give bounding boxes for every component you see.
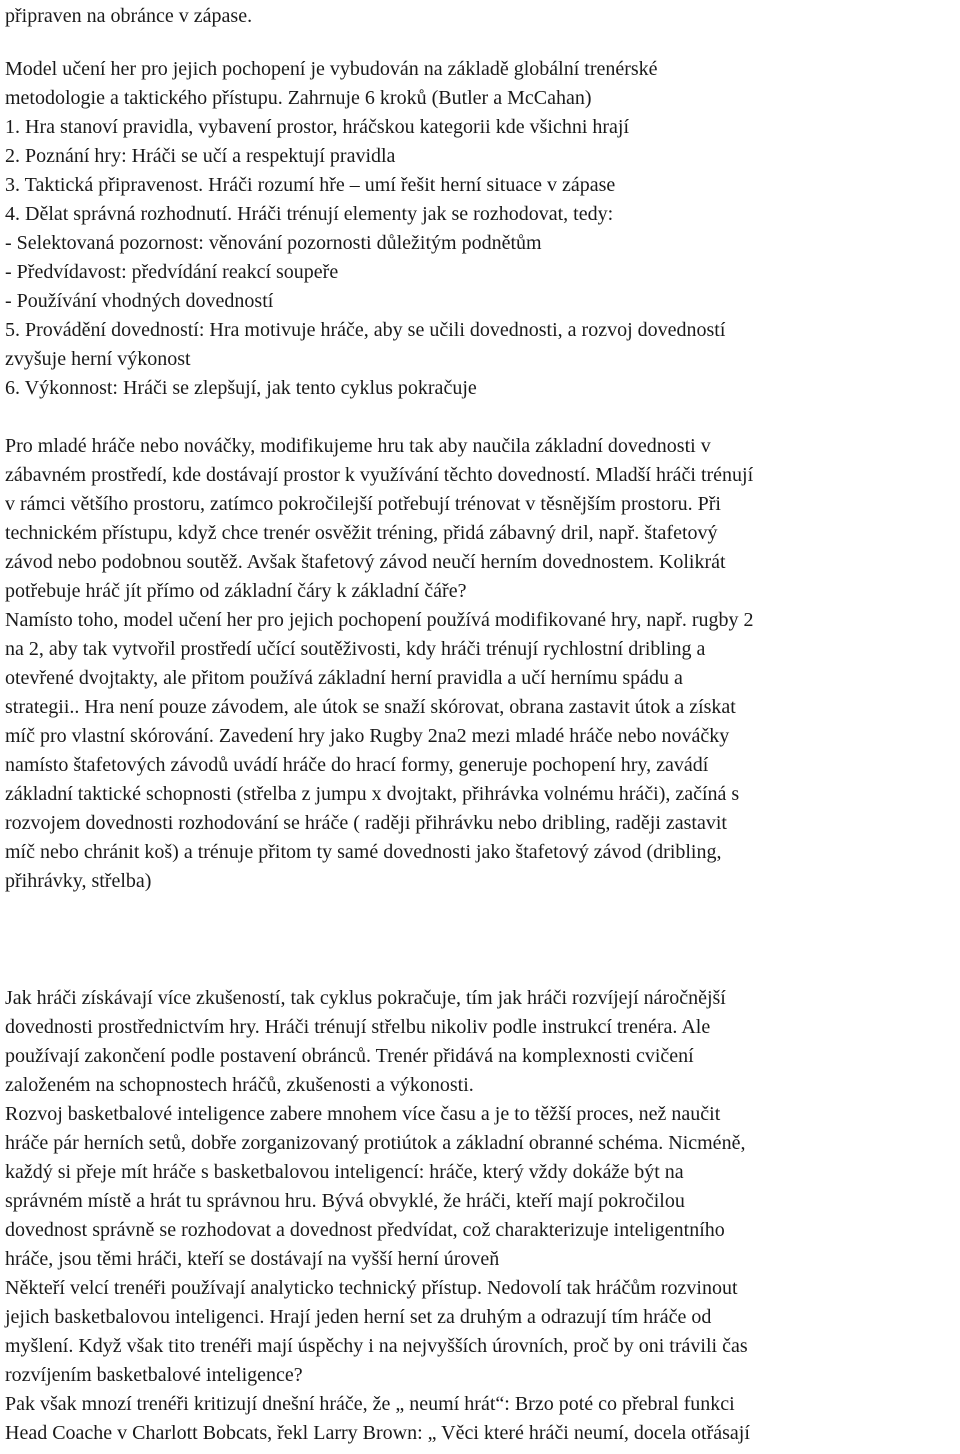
text-line: Rozvoj basketbalové inteligence zabere mnohem více času a je to těžší proces, než naučit <box>5 1103 721 1125</box>
text-line: správném místě a hrát tu správnou hru. Bývá obvyklé, že hráči, kteří mají pokročilou <box>5 1190 685 1212</box>
text-line: jejich basketbalovou inteligenci. Hrají jeden herní set za druhým a odrazují tím hráče od <box>5 1306 712 1328</box>
text-line: rozvojem dovednosti rozhodování se hráče ( raději přihrávku nebo dribling, raději zastavit <box>5 812 727 834</box>
text-line: Pro mladé hráče nebo nováčky, modifikujeme hru tak aby naučila základní dovednosti v <box>5 435 711 457</box>
text-line: Jak hráči získávají více zkušeností, tak cyklus pokračuje, tím jak hráči rozvíjejí náročnější <box>5 987 726 1009</box>
text-line: zvyšuje herní výkonost <box>5 348 191 370</box>
text-line: rozvíjením basketbalové inteligence? <box>5 1364 303 1386</box>
text-line: základní taktické schopnosti (střelba z jumpu x dvojtakt, přihrávka volnému hráči), začíná s <box>5 783 740 805</box>
text-line: přihrávky, střelba) <box>5 870 152 892</box>
text-line: závod nebo podobnou soutěž. Avšak štafetový závod neučí herním dovednostem. Kolikrát <box>5 551 726 573</box>
text-line: namísto štafetových závodů uvádí hráče do hrací formy, generuje pochopení hry, zavádí <box>5 754 709 776</box>
list-item: 3. Taktická připravenost. Hráči rozumí hře – umí řešit herní situace v zápase <box>5 174 616 196</box>
text-line: Head Coache v Charlott Bobcats, řekl Larry Brown: „ Věci které hráči neumí, docela otřásají <box>5 1422 750 1444</box>
text-line: zábavném prostředí, kde dostávají prostor k využívání těchto dovedností. Mladší hráči trénují <box>5 464 754 486</box>
list-item: - Předvídavost: předvídání reakcí soupeře <box>5 261 339 283</box>
list-item: 2. Poznání hry: Hráči se učí a respektují pravidla <box>5 145 396 167</box>
text-line: založeném na schopnostech hráčů, zkušenosti a výkonosti. <box>5 1074 474 1096</box>
text-line: míč pro vlastní skórování. Zavedení hry jako Rugby 2na2 mezi mladé hráče nebo nováčky <box>5 725 730 747</box>
text-line: používají zakončení podle postavení obránců. Trenér přidává na komplexnosti cvičení <box>5 1045 694 1067</box>
list-item: 1. Hra stanoví pravidla, vybavení prostor, hráčskou kategorii kde všichni hrají <box>5 116 630 138</box>
text-line: otevřené dvojtakty, ale přitom používá základní herní pravidla a učí hernímu spádu a <box>5 667 683 689</box>
text-line: myšlení. Když však tito trenéři mají úspěchy i na nejvyšších úrovních, proč by oni trávili čas <box>5 1335 748 1357</box>
text-line: každý si přeje mít hráče s basketbalovou inteligencí: hráče, který vždy dokáže být na <box>5 1161 684 1183</box>
list-item: 5. Provádění dovedností: Hra motivuje hráče, aby se učili dovednosti, a rozvoj dovedností <box>5 319 726 341</box>
list-item: - Selektovaná pozornost: věnování pozornosti důležitým podnětům <box>5 232 542 254</box>
text-line: připraven na obránce v zápase. <box>5 5 253 27</box>
text-line: v rámci většího prostoru, zatímco pokročilejší potřebují trénovat v těsnějším prostoru. Při <box>5 493 721 515</box>
text-line: technickém přístupu, když chce trenér osvěžit tréning, přidá zábavný dril, např. štafetový <box>5 522 718 544</box>
text-line: Namísto toho, model učení her pro jejich pochopení používá modifikované hry, např. rugby 2 <box>5 609 754 631</box>
text-line: strategii.. Hra není pouze závodem, ale útok se snaží skórovat, obrana zastavit útok a získat <box>5 696 736 718</box>
text-line: Model učení her pro jejich pochopení je vybudován na základě globální trenérské <box>5 58 658 80</box>
list-item: 4. Dělat správná rozhodnutí. Hráči trénují elementy jak se rozhodovat, tedy: <box>5 203 614 225</box>
text-line: dovednost správně se rozhodovat a dovednost předvídat, což charakterizuje inteligentního <box>5 1219 725 1241</box>
text-line: potřebuje hráč jít přímo od základní čáry k základní čáře? <box>5 580 467 602</box>
text-line: metodologie a taktického přístupu. Zahrnuje 6 kroků (Butler a McCahan) <box>5 87 592 109</box>
text-line: hráče, jsou těmi hráči, kteří se dostávají na vyšší herní úroveň <box>5 1248 500 1270</box>
text-line: dovednosti prostřednictvím hry. Hráči trénují střelbu nikoliv podle instrukcí trenéra. Ale <box>5 1016 711 1038</box>
list-item: - Používání vhodných dovedností <box>5 290 274 312</box>
text-line: Někteří velcí trenéři používají analyticko technický přístup. Nedovolí tak hráčům rozvinout <box>5 1277 738 1299</box>
text-line: hráče pár herních setů, dobře zorganizovaný protiútok a základní obranné schéma. Nicméně, <box>5 1132 746 1154</box>
list-item: 6. Výkonnost: Hráči se zlepšují, jak tento cyklus pokračuje <box>5 377 477 399</box>
text-line: míč nebo chránit koš) a trénuje přitom ty samé dovednosti jako štafetový závod (dribling, <box>5 841 722 863</box>
text-line: na 2, aby tak vytvořil prostředí učící soutěživosti, kdy hráči trénují rychlostní dribling a <box>5 638 706 660</box>
text-line: Pak však mnozí trenéři kritizují dnešní hráče, že „ neumí hrát“: Brzo poté co přebral funkci <box>5 1393 735 1415</box>
